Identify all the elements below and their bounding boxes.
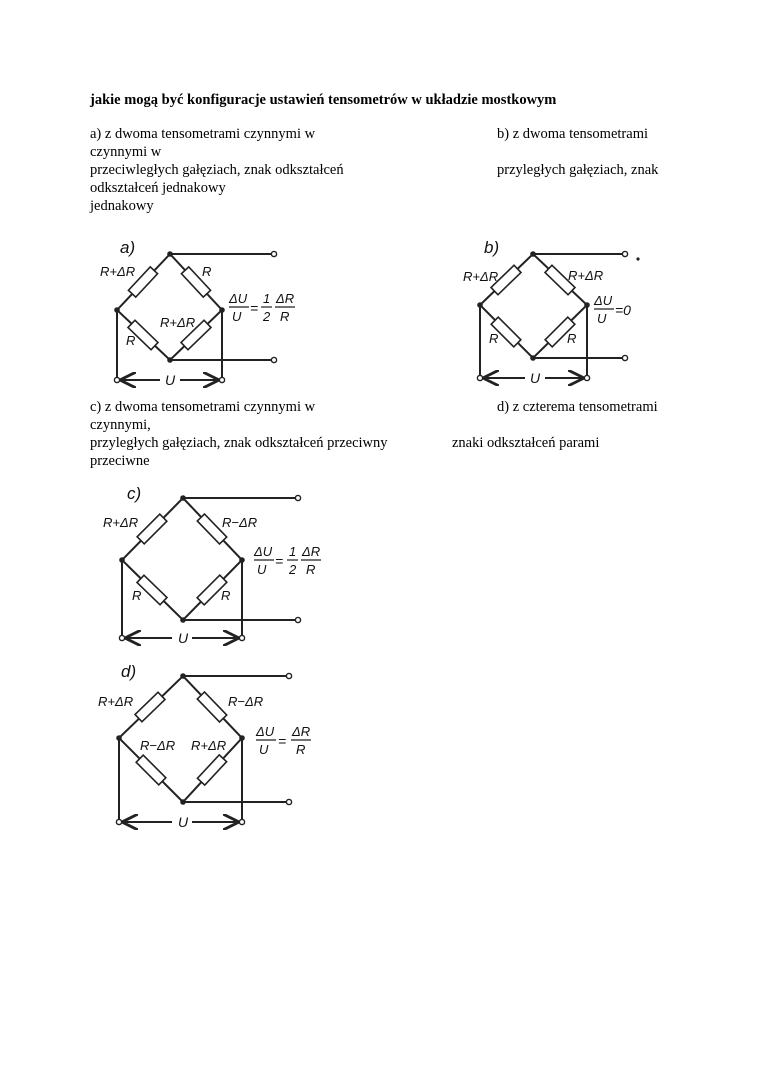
text-b-line2: przyległych gałęziach, znak [497,162,659,178]
u-label-a: U [165,372,176,388]
r-label-b-upper-left: R+ΔR [463,269,499,284]
r-label-c-upper-left: R+ΔR [103,515,139,530]
eq-b-rhs: =0 [615,302,631,318]
eq-c-half-den: 2 [289,562,297,577]
text-b-line1: b) z dwoma tensometrami [497,126,648,142]
eq-d-den: U [259,742,269,757]
bridge-diagram-c [103,484,321,646]
r-label-d-lower-left: R−ΔR [140,738,176,753]
diagram-b-label: b) [484,238,500,257]
resistor-d-lower-right [197,755,226,785]
eq-c-half-num: 1 [289,544,297,559]
r-label-a-lower-left: R [126,333,136,348]
r-label-b-upper-right: R+ΔR [568,268,604,283]
diagram-d-label: d) [121,662,137,681]
diagram-a-label: a) [120,238,136,257]
eq-a-half-den: 2 [263,309,271,324]
resistor-d-lower-left [136,755,166,785]
eq-c-dr-num: ΔR [302,544,321,559]
r-label-d-lower-right: R+ΔR [191,738,227,753]
r-label-b-lower-right: R [567,331,577,346]
r-label-a-upper-left: R+ΔR [100,264,136,279]
text-a-line5: jednakowy [90,198,154,214]
text-a-line1: a) z dwoma tensometrami czynnymi w [90,126,316,142]
u-label-b: U [530,370,541,386]
eq-c-den: U [257,562,267,577]
eq-d-num: ΔU [256,724,275,739]
r-label-d-upper-left: R+ΔR [98,694,134,709]
r-label-a-lower-right: R+ΔR [160,315,196,330]
eq-a-dr-den: R [280,309,290,324]
eq-c-num: ΔU [254,544,273,559]
r-label-b-lower-left: R [489,331,499,346]
r-label-c-lower-left: R [132,588,142,603]
eq-b-num: ΔU [594,293,613,308]
bridge-diagram-a [100,238,295,388]
text-c-line3: przyległych gałęziach, znak odkształceń przeciwny [90,435,388,451]
eq-a-num: ΔU [229,291,248,306]
text-c-line1: c) z dwoma tensometrami czynnymi w [90,399,316,415]
eq-b-den: U [597,311,607,326]
eq-a-half-num: 1 [263,291,271,306]
eq-a-dr-num: ΔR [276,291,295,306]
r-label-d-upper-right: R−ΔR [228,694,264,709]
bridge-diagram-b [463,238,640,386]
page-title: jakie mogą być konfiguracje ustawień tensometrów w układzie mostkowym [90,92,557,108]
r-label-c-upper-right: R−ΔR [222,515,258,530]
text-a-line3: przeciwległych gałęziach, znak odkształceń [90,162,344,178]
resistor-c-lower-left [137,575,167,604]
eq-a-den: U [232,309,242,324]
text-c-line2: czynnymi, [90,417,151,433]
u-label-d: U [178,814,189,830]
text-a-line2: czynnymi w [90,144,162,160]
eq-d-dr-num: ΔR [292,724,311,739]
text-d-line1: d) z czterema tensometrami [497,399,658,415]
text-a-line4: odkształceń jednakowy [90,180,226,196]
bridge-diagram-d [98,662,311,830]
diagram-c-label: c) [127,484,142,503]
eq-d-equals: = [278,733,287,749]
text-d-line2: znaki odkształceń parami [452,435,600,451]
resistor-d-upper-right [197,692,226,722]
r-label-c-lower-right: R [221,588,231,603]
eq-a-equals: = [250,300,259,316]
r-label-a-upper-right: R [202,264,212,279]
eq-c-dr-den: R [306,562,316,577]
resistor-d-upper-left [135,692,165,721]
resistor-c-upper-left [137,514,167,544]
eq-d-dr-den: R [296,742,306,757]
eq-c-equals: = [275,553,284,569]
u-label-c: U [178,630,189,646]
text-c-line4: przeciwne [90,453,150,469]
